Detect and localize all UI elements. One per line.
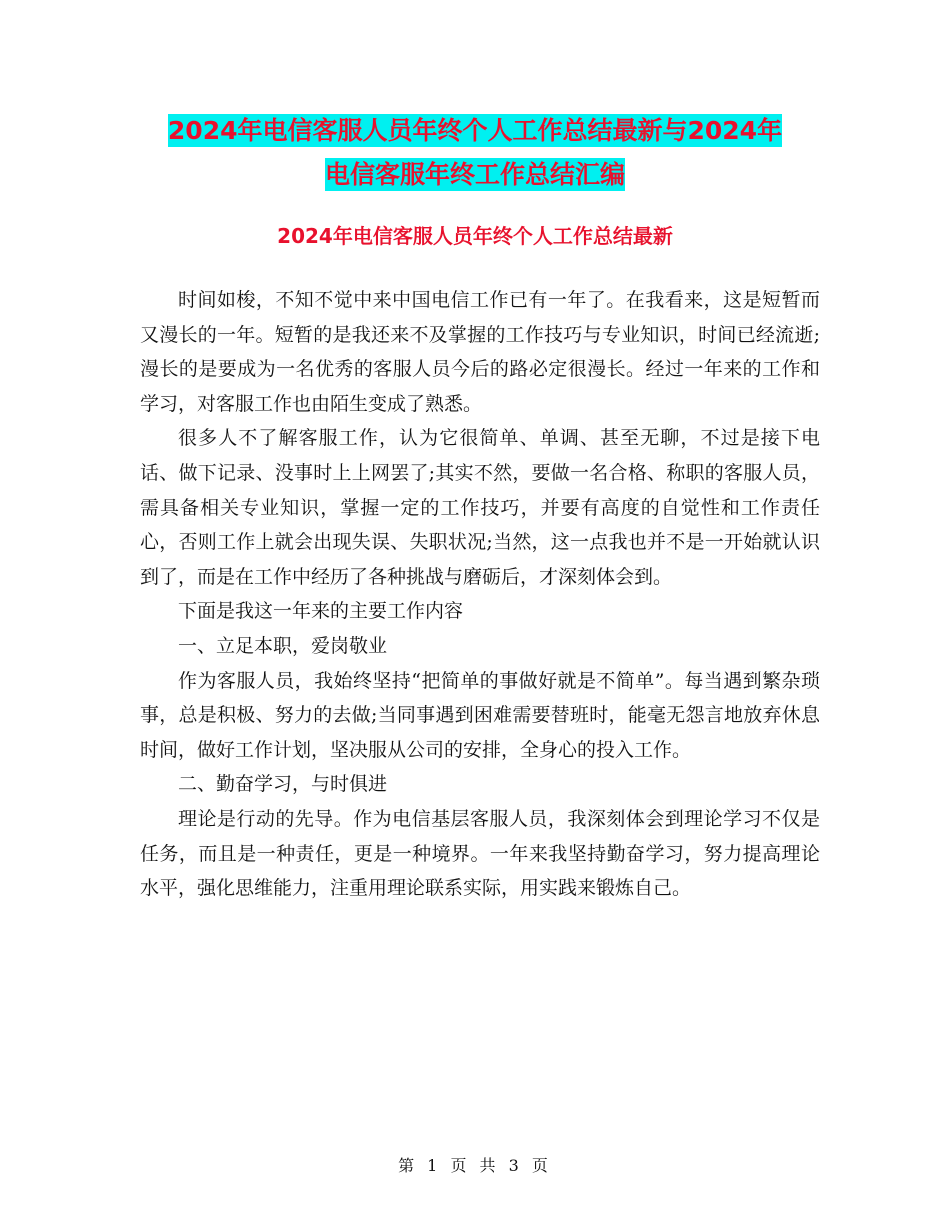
section-title: 2024年电信客服人员年终个人工作总结最新 (277, 224, 673, 248)
document-title-line-1 (0, 111, 950, 151)
title-highlight-1: 2024年电信客服人员年终个人工作总结最新与2024年 (167, 116, 783, 145)
document-title-line-2 (0, 155, 950, 195)
paragraph: 作为客服人员，我始终坚持“把简单的事做好就是不简单”。每当遇到繁杂琐事，总是积极、努力的去做;当同事遇到困难需要替班时，能毫无怨言地放弃休息时间，做好工作计划，坚决服从公司的安排，全身心的投入工作。 (140, 669, 820, 761)
paragraph: 很多人不了解客服工作，认为它很简单、单调、甚至无聊，不过是接下电话、做下记录、没事时上上网罢了;其实不然，要做一名合格、称职的客服人员，需具备相关专业知识，掌握一定的工作技巧，并要有高度的自觉性和工作责任心，否则工作上就会出现失误、失职状况;当然，这一点我也并不是一开始就认识到了，而是在工作中经历了各种挑战与磨砺后，才深刻体会到。 (140, 427, 820, 588)
page-number: 第 1 页 共 3 页 (398, 1156, 552, 1175)
document-body (140, 283, 820, 906)
section-heading: 二、勤奋学习，与时俱进 (178, 773, 388, 796)
paragraph: 下面是我这一年来的主要工作内容 (178, 600, 464, 623)
section-heading: 一、立足本职，爱岗敬业 (178, 634, 388, 657)
paragraph: 时间如梭，不知不觉中来中国电信工作已有一年了。在我看来，这是短暂而又漫长的一年。短暂的是我还来不及掌握的工作技巧与专业知识，时间已经流逝;漫长的是要成为一名优秀的客服人员今后的路必定很漫长。经过一年来的工作和学习，对客服工作也由陌生变成了熟悉。 (140, 289, 820, 415)
paragraph: 理论是行动的先导。作为电信基层客服人员，我深刻体会到理论学习不仅是任务，而且是一种责任，更是一种境界。一年来我坚持勤奋学习，努力提高理论水平，强化思维能力，注重用理论联系实际，用实践来锻炼自己。 (140, 807, 820, 900)
title-highlight-2: 电信客服年终工作总结汇编 (324, 160, 625, 189)
